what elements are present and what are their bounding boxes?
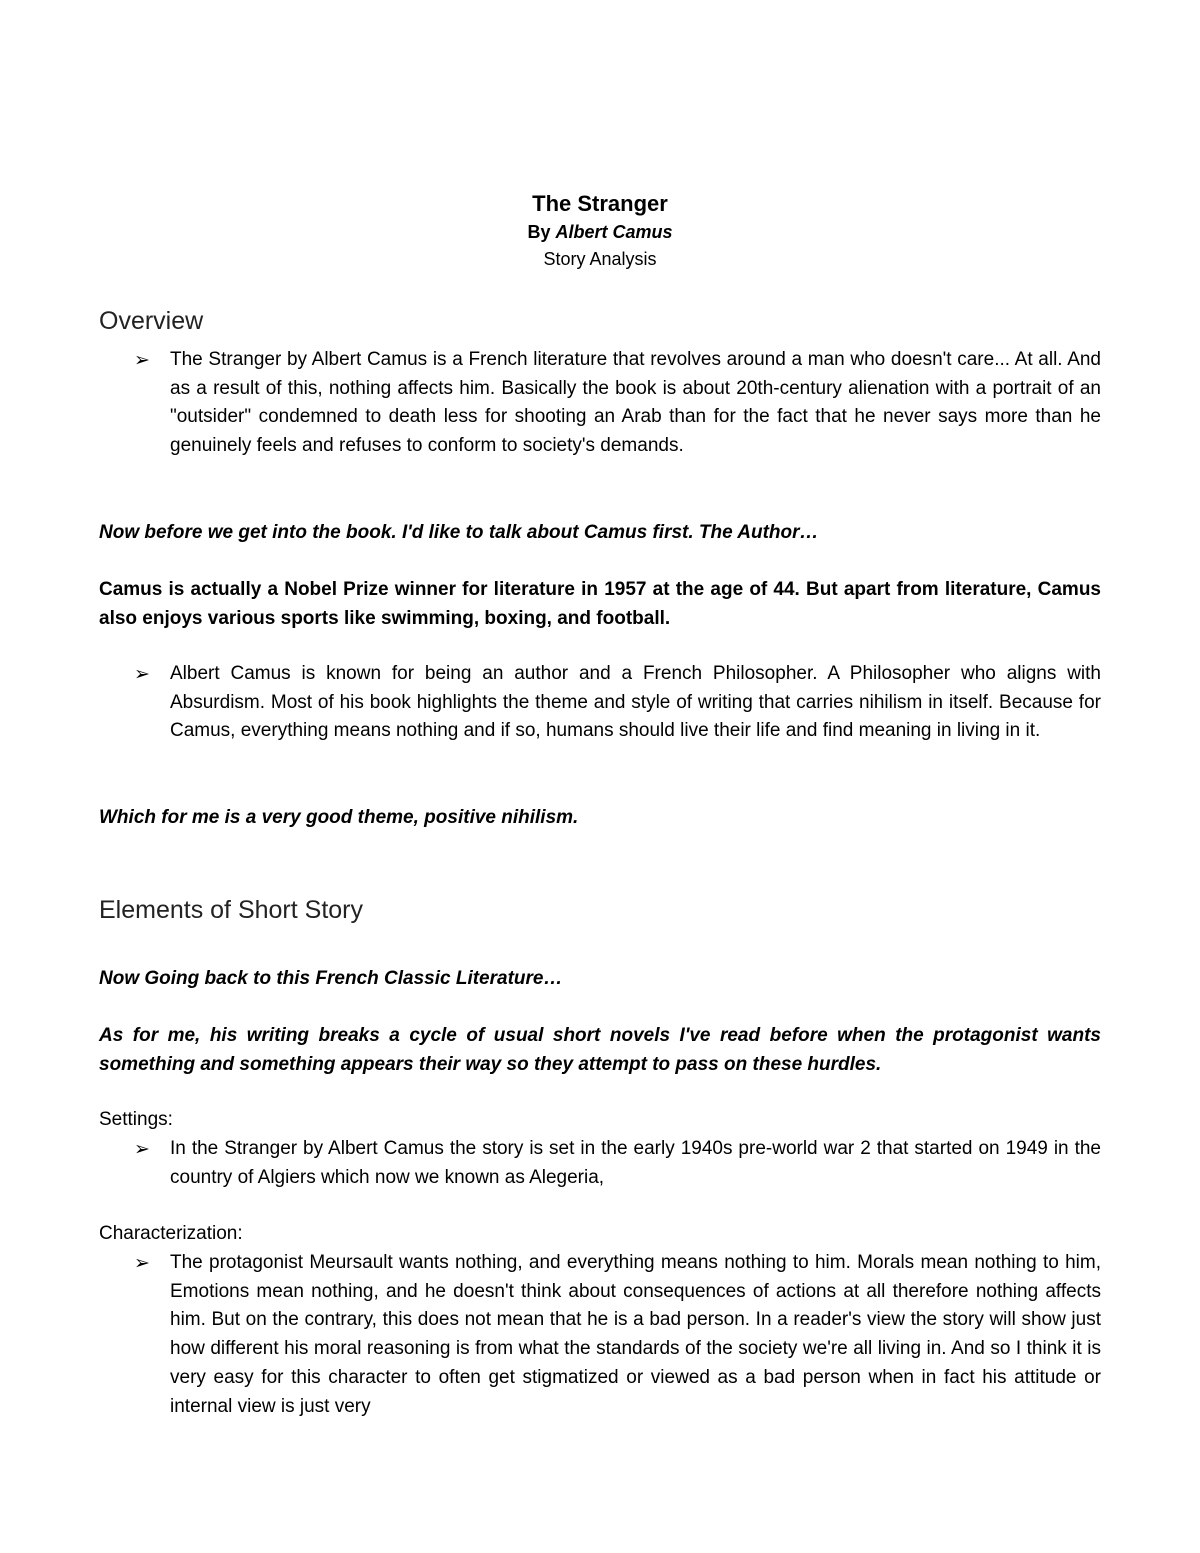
opinion-note: As for me, his writing breaks a cycle of usual short novels I've read before when the protagonist wants something and something appears their way so they attempt to pass on these hurdles.: [99, 1025, 1101, 1075]
theme-note: Which for me is a very good theme, positive nihilism.: [99, 807, 579, 828]
overview-bullet-1: [134, 346, 1101, 461]
overview-bullet-2-text: Albert Camus is known for being an author and a French Philosopher. A Philosopher who aligns with Absurdism. Most of his book highlights the theme and style of writing that carries nihilism in itself. Because for Camus, everything means nothing and if so, humans should live their life and find meaning in living in it.: [170, 663, 1101, 742]
french-classic-note: Now Going back to this French Classic Literature…: [99, 968, 563, 989]
arrow-bullet-icon: ➢: [134, 664, 150, 685]
settings-label: Settings:: [99, 1109, 173, 1130]
elements-heading: Elements of Short Story: [99, 896, 364, 924]
overview-heading: Overview: [99, 307, 204, 335]
arrow-bullet-icon: ➢: [134, 1253, 150, 1274]
arrow-bullet-icon: ➢: [134, 1139, 150, 1160]
characterization-label: Characterization:: [99, 1223, 243, 1244]
document-subtitle: Story Analysis: [543, 249, 657, 269]
nobel-prize-note: Camus is actually a Nobel Prize winner for literature in 1957 at the age of 44. But apart from literature, Camus also enjoys various sports like swimming, boxing, and football.: [99, 579, 1101, 629]
overview-bullet-2: [134, 660, 1101, 746]
document-title: The Stranger: [532, 191, 668, 216]
arrow-bullet-icon: ➢: [134, 350, 150, 371]
settings-bullet: [134, 1135, 1101, 1192]
characterization-bullet: [134, 1249, 1101, 1421]
byline-author: Albert Camus: [555, 222, 673, 242]
author-intro-note: Now before we get into the book. I'd like to talk about Camus first. The Author…: [99, 522, 819, 543]
overview-bullet-1-text: The Stranger by Albert Camus is a French literature that revolves around a man who doesn't care... At all. And as a result of this, nothing affects him. Basically the book is about 20th-century alienation with a portrait of an "outsider" condemned to death less for shooting an Arab than for the fact that he never says more than he genuinely feels and refuses to conform to society's demands.: [170, 349, 1101, 457]
document-byline: [0, 220, 1200, 244]
settings-bullet-text: In the Stranger by Albert Camus the story is set in the early 1940s pre-world war 2 that started on 1949 in the country of Algiers which now we known as Alegeria,: [170, 1138, 1101, 1188]
characterization-bullet-text: The protagonist Meursault wants nothing, and everything means nothing to him. Morals mean nothing to him, Emotions mean nothing, and he doesn't think about consequences of actions at all therefore nothing affects him. But on the contrary, this does not mean that he is a bad person. In a reader's view the story will show just how different his moral reasoning is from what the standards of the society we're all living in. And so I think it is very easy for this character to often get stigmatized or viewed as a bad person when in fact his attitude or internal view is just very: [170, 1252, 1101, 1417]
byline-prefix: By: [527, 222, 551, 242]
